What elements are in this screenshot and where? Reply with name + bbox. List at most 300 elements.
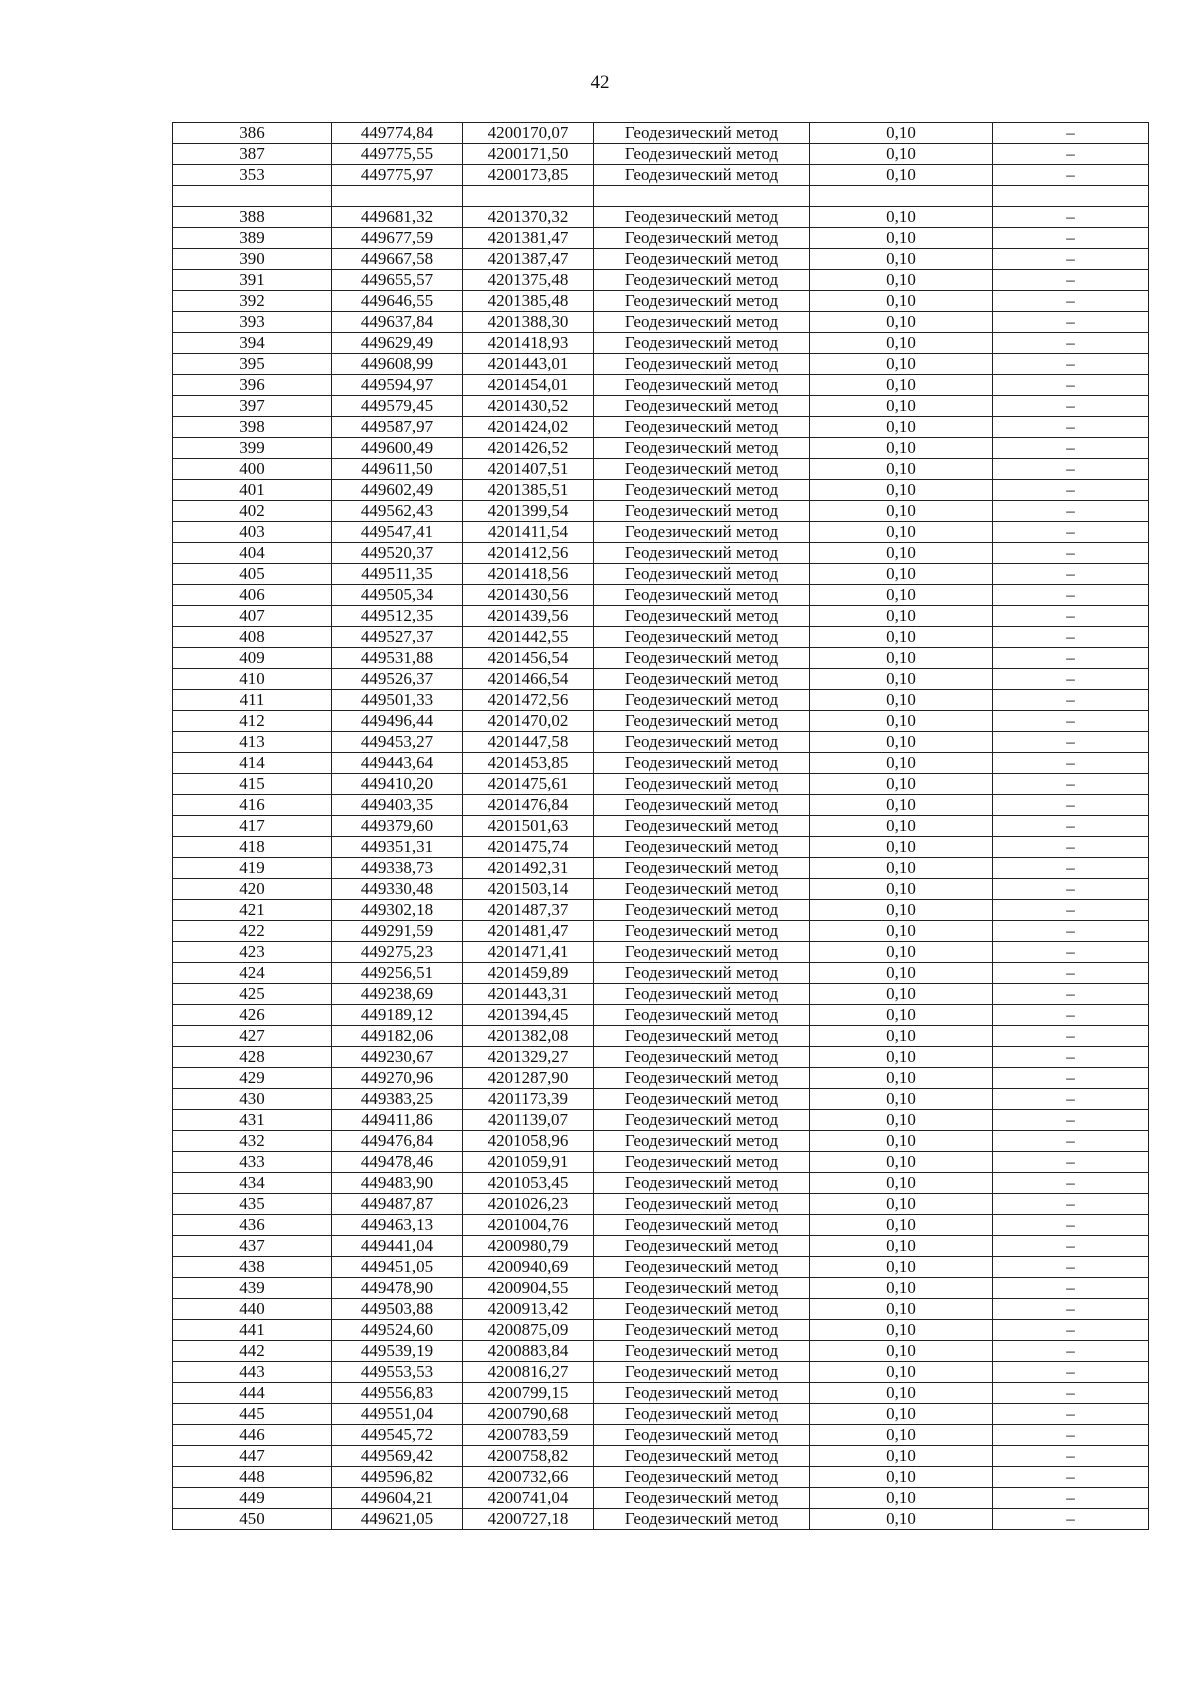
point-number-cell: 447: [173, 1446, 332, 1467]
note-cell: –: [993, 879, 1149, 900]
point-number-cell: 421: [173, 900, 332, 921]
y-coordinate-cell: 4201453,85: [463, 753, 594, 774]
y-coordinate-cell: 4200727,18: [463, 1509, 594, 1530]
y-coordinate-cell: 4201407,51: [463, 459, 594, 480]
x-coordinate-cell: 449547,41: [332, 522, 463, 543]
table-row: [173, 501, 1149, 522]
note-cell: –: [993, 963, 1149, 984]
note-cell: –: [993, 438, 1149, 459]
x-coordinate-cell: 449774,84: [332, 123, 463, 144]
accuracy-cell: 0,10: [810, 942, 993, 963]
method-cell: Геодезический метод: [594, 333, 810, 354]
x-coordinate-cell: 449383,25: [332, 1089, 463, 1110]
point-number-cell: 416: [173, 795, 332, 816]
point-number-cell: 401: [173, 480, 332, 501]
table-row: [173, 522, 1149, 543]
note-cell: –: [993, 585, 1149, 606]
method-cell: Геодезический метод: [594, 207, 810, 228]
y-coordinate-cell: 4201475,74: [463, 837, 594, 858]
method-cell: Геодезический метод: [594, 1467, 810, 1488]
method-cell: Геодезический метод: [594, 1383, 810, 1404]
accuracy-cell: 0,10: [810, 1425, 993, 1446]
table-row: [173, 1341, 1149, 1362]
y-coordinate-cell: 4201442,55: [463, 627, 594, 648]
point-number-cell: 428: [173, 1047, 332, 1068]
note-cell: –: [993, 1446, 1149, 1467]
point-number-cell: 429: [173, 1068, 332, 1089]
table-row: [173, 711, 1149, 732]
y-coordinate-cell: 4200940,69: [463, 1257, 594, 1278]
method-cell: Геодезический метод: [594, 543, 810, 564]
accuracy-cell: 0,10: [810, 627, 993, 648]
x-coordinate-cell: 449512,35: [332, 606, 463, 627]
table-row: [173, 312, 1149, 333]
table-row: [173, 291, 1149, 312]
x-coordinate-cell: 449569,42: [332, 1446, 463, 1467]
point-number-cell: 444: [173, 1383, 332, 1404]
x-coordinate-cell: [332, 186, 463, 207]
y-coordinate-cell: 4200173,85: [463, 165, 594, 186]
accuracy-cell: 0,10: [810, 1446, 993, 1467]
accuracy-cell: 0,10: [810, 228, 993, 249]
method-cell: Геодезический метод: [594, 837, 810, 858]
point-number-cell: 408: [173, 627, 332, 648]
y-coordinate-cell: [463, 186, 594, 207]
table-row: [173, 1110, 1149, 1131]
accuracy-cell: 0,10: [810, 1467, 993, 1488]
y-coordinate-cell: 4201385,48: [463, 291, 594, 312]
table-row: [173, 984, 1149, 1005]
point-number-cell: 403: [173, 522, 332, 543]
y-coordinate-cell: 4200875,09: [463, 1320, 594, 1341]
table-row: [173, 417, 1149, 438]
point-number-cell: 425: [173, 984, 332, 1005]
x-coordinate-cell: 449275,23: [332, 942, 463, 963]
x-coordinate-cell: 449775,55: [332, 144, 463, 165]
accuracy-cell: 0,10: [810, 1131, 993, 1152]
note-cell: –: [993, 1215, 1149, 1236]
method-cell: Геодезический метод: [594, 396, 810, 417]
accuracy-cell: 0,10: [810, 564, 993, 585]
point-number-cell: 433: [173, 1152, 332, 1173]
y-coordinate-cell: 4201411,54: [463, 522, 594, 543]
x-coordinate-cell: 449520,37: [332, 543, 463, 564]
table-row: [173, 144, 1149, 165]
table-row: [173, 1026, 1149, 1047]
accuracy-cell: 0,10: [810, 1236, 993, 1257]
accuracy-cell: 0,10: [810, 879, 993, 900]
point-number-cell: 411: [173, 690, 332, 711]
table-row: [173, 795, 1149, 816]
x-coordinate-cell: 449182,06: [332, 1026, 463, 1047]
coordinates-table-body: [173, 123, 1149, 1530]
table-row: [173, 1509, 1149, 1530]
note-cell: –: [993, 1047, 1149, 1068]
note-cell: –: [993, 669, 1149, 690]
note-cell: –: [993, 144, 1149, 165]
x-coordinate-cell: 449621,05: [332, 1509, 463, 1530]
y-coordinate-cell: 4201381,47: [463, 228, 594, 249]
x-coordinate-cell: 449556,83: [332, 1383, 463, 1404]
y-coordinate-cell: 4201375,48: [463, 270, 594, 291]
method-cell: Геодезический метод: [594, 1488, 810, 1509]
method-cell: Геодезический метод: [594, 816, 810, 837]
x-coordinate-cell: 449443,64: [332, 753, 463, 774]
point-number-cell: 405: [173, 564, 332, 585]
note-cell: –: [993, 921, 1149, 942]
point-number-cell: 439: [173, 1278, 332, 1299]
method-cell: Геодезический метод: [594, 921, 810, 942]
x-coordinate-cell: 449379,60: [332, 816, 463, 837]
point-number-cell: 399: [173, 438, 332, 459]
table-row: [173, 1446, 1149, 1467]
note-cell: –: [993, 480, 1149, 501]
method-cell: Геодезический метод: [594, 1425, 810, 1446]
accuracy-cell: 0,10: [810, 774, 993, 795]
note-cell: –: [993, 753, 1149, 774]
accuracy-cell: 0,10: [810, 1047, 993, 1068]
note-cell: –: [993, 774, 1149, 795]
point-number-cell: 392: [173, 291, 332, 312]
accuracy-cell: 0,10: [810, 585, 993, 606]
accuracy-cell: 0,10: [810, 480, 993, 501]
y-coordinate-cell: 4201487,37: [463, 900, 594, 921]
note-cell: –: [993, 459, 1149, 480]
point-number-cell: 426: [173, 1005, 332, 1026]
method-cell: Геодезический метод: [594, 1068, 810, 1089]
note-cell: –: [993, 711, 1149, 732]
accuracy-cell: 0,10: [810, 984, 993, 1005]
note-cell: –: [993, 1404, 1149, 1425]
y-coordinate-cell: 4201454,01: [463, 375, 594, 396]
point-number-cell: 400: [173, 459, 332, 480]
method-cell: Геодезический метод: [594, 1152, 810, 1173]
x-coordinate-cell: 449545,72: [332, 1425, 463, 1446]
note-cell: –: [993, 165, 1149, 186]
point-number-cell: 390: [173, 249, 332, 270]
note-cell: –: [993, 900, 1149, 921]
method-cell: Геодезический метод: [594, 144, 810, 165]
y-coordinate-cell: 4201472,56: [463, 690, 594, 711]
table-row: [173, 270, 1149, 291]
table-row: [173, 1404, 1149, 1425]
accuracy-cell: 0,10: [810, 648, 993, 669]
x-coordinate-cell: 449600,49: [332, 438, 463, 459]
x-coordinate-cell: 449629,49: [332, 333, 463, 354]
method-cell: Геодезический метод: [594, 963, 810, 984]
note-cell: –: [993, 732, 1149, 753]
table-row: [173, 165, 1149, 186]
y-coordinate-cell: 4201412,56: [463, 543, 594, 564]
table-row: [173, 942, 1149, 963]
note-cell: –: [993, 375, 1149, 396]
y-coordinate-cell: 4201382,08: [463, 1026, 594, 1047]
note-cell: –: [993, 249, 1149, 270]
point-number-cell: 417: [173, 816, 332, 837]
y-coordinate-cell: 4200980,79: [463, 1236, 594, 1257]
x-coordinate-cell: 449667,58: [332, 249, 463, 270]
y-coordinate-cell: 4201004,76: [463, 1215, 594, 1236]
point-number-cell: 387: [173, 144, 332, 165]
accuracy-cell: 0,10: [810, 795, 993, 816]
table-row: [173, 396, 1149, 417]
y-coordinate-cell: 4200904,55: [463, 1278, 594, 1299]
point-number-cell: 450: [173, 1509, 332, 1530]
accuracy-cell: 0,10: [810, 249, 993, 270]
note-cell: –: [993, 1278, 1149, 1299]
point-number-cell: 395: [173, 354, 332, 375]
y-coordinate-cell: 4201026,23: [463, 1194, 594, 1215]
note-cell: –: [993, 207, 1149, 228]
method-cell: Геодезический метод: [594, 900, 810, 921]
point-number-cell: 413: [173, 732, 332, 753]
method-cell: Геодезический метод: [594, 123, 810, 144]
point-number-cell: 409: [173, 648, 332, 669]
accuracy-cell: 0,10: [810, 417, 993, 438]
x-coordinate-cell: 449189,12: [332, 1005, 463, 1026]
accuracy-cell: 0,10: [810, 1026, 993, 1047]
point-number-cell: 422: [173, 921, 332, 942]
x-coordinate-cell: 449403,35: [332, 795, 463, 816]
point-number-cell: 435: [173, 1194, 332, 1215]
point-number-cell: 440: [173, 1299, 332, 1320]
table-row: [173, 459, 1149, 480]
note-cell: –: [993, 417, 1149, 438]
method-cell: Геодезический метод: [594, 291, 810, 312]
accuracy-cell: 0,10: [810, 270, 993, 291]
accuracy-cell: 0,10: [810, 165, 993, 186]
accuracy-cell: 0,10: [810, 732, 993, 753]
table-row: [173, 1152, 1149, 1173]
point-number-cell: 449: [173, 1488, 332, 1509]
x-coordinate-cell: 449483,90: [332, 1173, 463, 1194]
x-coordinate-cell: 449594,97: [332, 375, 463, 396]
y-coordinate-cell: 4200816,27: [463, 1362, 594, 1383]
note-cell: –: [993, 1341, 1149, 1362]
y-coordinate-cell: 4201470,02: [463, 711, 594, 732]
accuracy-cell: 0,10: [810, 144, 993, 165]
note-cell: –: [993, 816, 1149, 837]
note-cell: –: [993, 1383, 1149, 1404]
x-coordinate-cell: 449579,45: [332, 396, 463, 417]
note-cell: –: [993, 228, 1149, 249]
point-number-cell: 419: [173, 858, 332, 879]
y-coordinate-cell: 4201471,41: [463, 942, 594, 963]
table-row: [173, 228, 1149, 249]
note-cell: –: [993, 1152, 1149, 1173]
accuracy-cell: 0,10: [810, 438, 993, 459]
x-coordinate-cell: 449677,59: [332, 228, 463, 249]
accuracy-cell: 0,10: [810, 123, 993, 144]
y-coordinate-cell: 4201456,54: [463, 648, 594, 669]
y-coordinate-cell: 4201439,56: [463, 606, 594, 627]
method-cell: Геодезический метод: [594, 1278, 810, 1299]
table-row: [173, 627, 1149, 648]
table-row: [173, 1278, 1149, 1299]
method-cell: Геодезический метод: [594, 417, 810, 438]
y-coordinate-cell: 4201459,89: [463, 963, 594, 984]
point-number-cell: 443: [173, 1362, 332, 1383]
accuracy-cell: 0,10: [810, 1362, 993, 1383]
table-row: [173, 333, 1149, 354]
note-cell: [993, 186, 1149, 207]
y-coordinate-cell: 4201385,51: [463, 480, 594, 501]
accuracy-cell: 0,10: [810, 1194, 993, 1215]
x-coordinate-cell: 449476,84: [332, 1131, 463, 1152]
x-coordinate-cell: 449524,60: [332, 1320, 463, 1341]
y-coordinate-cell: 4201476,84: [463, 795, 594, 816]
note-cell: –: [993, 1194, 1149, 1215]
note-cell: –: [993, 1320, 1149, 1341]
accuracy-cell: 0,10: [810, 1299, 993, 1320]
point-number-cell: 442: [173, 1341, 332, 1362]
method-cell: Геодезический метод: [594, 585, 810, 606]
point-number-cell: 407: [173, 606, 332, 627]
note-cell: –: [993, 522, 1149, 543]
y-coordinate-cell: 4201481,47: [463, 921, 594, 942]
method-cell: Геодезический метод: [594, 669, 810, 690]
accuracy-cell: 0,10: [810, 1005, 993, 1026]
method-cell: Геодезический метод: [594, 1005, 810, 1026]
method-cell: Геодезический метод: [594, 1131, 810, 1152]
table-row: [173, 1425, 1149, 1446]
x-coordinate-cell: 449553,53: [332, 1362, 463, 1383]
y-coordinate-cell: 4201503,14: [463, 879, 594, 900]
x-coordinate-cell: 449338,73: [332, 858, 463, 879]
y-coordinate-cell: 4201418,56: [463, 564, 594, 585]
table-row: [173, 438, 1149, 459]
point-number-cell: 402: [173, 501, 332, 522]
table-row: [173, 879, 1149, 900]
x-coordinate-cell: 449410,20: [332, 774, 463, 795]
method-cell: Геодезический метод: [594, 1026, 810, 1047]
y-coordinate-cell: 4200171,50: [463, 144, 594, 165]
point-number-cell: 414: [173, 753, 332, 774]
y-coordinate-cell: 4201394,45: [463, 1005, 594, 1026]
accuracy-cell: 0,10: [810, 396, 993, 417]
table-row: [173, 1047, 1149, 1068]
y-coordinate-cell: 4201418,93: [463, 333, 594, 354]
y-coordinate-cell: 4201492,31: [463, 858, 594, 879]
method-cell: Геодезический метод: [594, 879, 810, 900]
point-number-cell: 446: [173, 1425, 332, 1446]
table-row: [173, 585, 1149, 606]
table-row: [173, 732, 1149, 753]
method-cell: Геодезический метод: [594, 480, 810, 501]
table-row: [173, 837, 1149, 858]
note-cell: –: [993, 1131, 1149, 1152]
table-row: [173, 1320, 1149, 1341]
method-cell: Геодезический метод: [594, 354, 810, 375]
accuracy-cell: 0,10: [810, 606, 993, 627]
table-row: [173, 963, 1149, 984]
x-coordinate-cell: 449238,69: [332, 984, 463, 1005]
method-cell: Геодезический метод: [594, 732, 810, 753]
method-cell: Геодезический метод: [594, 1089, 810, 1110]
accuracy-cell: 0,10: [810, 1068, 993, 1089]
note-cell: –: [993, 627, 1149, 648]
accuracy-cell: 0,10: [810, 711, 993, 732]
point-number-cell: 391: [173, 270, 332, 291]
x-coordinate-cell: 449487,87: [332, 1194, 463, 1215]
y-coordinate-cell: 4201370,32: [463, 207, 594, 228]
accuracy-cell: 0,10: [810, 1404, 993, 1425]
x-coordinate-cell: 449604,21: [332, 1488, 463, 1509]
x-coordinate-cell: 449291,59: [332, 921, 463, 942]
accuracy-cell: 0,10: [810, 522, 993, 543]
x-coordinate-cell: 449478,90: [332, 1278, 463, 1299]
table-row: [173, 1131, 1149, 1152]
note-cell: –: [993, 1362, 1149, 1383]
method-cell: Геодезический метод: [594, 270, 810, 291]
note-cell: –: [993, 501, 1149, 522]
method-cell: Геодезический метод: [594, 795, 810, 816]
y-coordinate-cell: 4201430,52: [463, 396, 594, 417]
x-coordinate-cell: 449527,37: [332, 627, 463, 648]
x-coordinate-cell: 449505,34: [332, 585, 463, 606]
note-cell: –: [993, 648, 1149, 669]
method-cell: [594, 186, 810, 207]
y-coordinate-cell: 4201053,45: [463, 1173, 594, 1194]
x-coordinate-cell: 449655,57: [332, 270, 463, 291]
table-row: [173, 1467, 1149, 1488]
method-cell: Геодезический метод: [594, 1236, 810, 1257]
table-row: [173, 606, 1149, 627]
method-cell: Геодезический метод: [594, 1446, 810, 1467]
y-coordinate-cell: 4201475,61: [463, 774, 594, 795]
table-row: [173, 1068, 1149, 1089]
x-coordinate-cell: 449646,55: [332, 291, 463, 312]
point-number-cell: 406: [173, 585, 332, 606]
method-cell: Геодезический метод: [594, 312, 810, 333]
x-coordinate-cell: 449562,43: [332, 501, 463, 522]
note-cell: –: [993, 354, 1149, 375]
x-coordinate-cell: 449256,51: [332, 963, 463, 984]
y-coordinate-cell: 4201388,30: [463, 312, 594, 333]
y-coordinate-cell: 4201387,47: [463, 249, 594, 270]
x-coordinate-cell: 449330,48: [332, 879, 463, 900]
point-number-cell: 393: [173, 312, 332, 333]
note-cell: –: [993, 396, 1149, 417]
x-coordinate-cell: 449511,35: [332, 564, 463, 585]
table-row: [173, 249, 1149, 270]
table-row: [173, 1215, 1149, 1236]
table-row: [173, 1299, 1149, 1320]
method-cell: Геодезический метод: [594, 522, 810, 543]
y-coordinate-cell: 4201058,96: [463, 1131, 594, 1152]
x-coordinate-cell: 449775,97: [332, 165, 463, 186]
x-coordinate-cell: 449602,49: [332, 480, 463, 501]
method-cell: Геодезический метод: [594, 501, 810, 522]
method-cell: Геодезический метод: [594, 1404, 810, 1425]
page-number: 42: [590, 72, 610, 93]
point-number-cell: 404: [173, 543, 332, 564]
x-coordinate-cell: 449411,86: [332, 1110, 463, 1131]
point-number-cell: 386: [173, 123, 332, 144]
accuracy-cell: 0,10: [810, 1110, 993, 1131]
y-coordinate-cell: 4200170,07: [463, 123, 594, 144]
accuracy-cell: 0,10: [810, 1383, 993, 1404]
accuracy-cell: 0,10: [810, 690, 993, 711]
method-cell: Геодезический метод: [594, 1509, 810, 1530]
y-coordinate-cell: 4200883,84: [463, 1341, 594, 1362]
table-row: [173, 753, 1149, 774]
y-coordinate-cell: 4200913,42: [463, 1299, 594, 1320]
note-cell: –: [993, 1425, 1149, 1446]
point-number-cell: 388: [173, 207, 332, 228]
x-coordinate-cell: 449503,88: [332, 1299, 463, 1320]
table-row: [173, 690, 1149, 711]
